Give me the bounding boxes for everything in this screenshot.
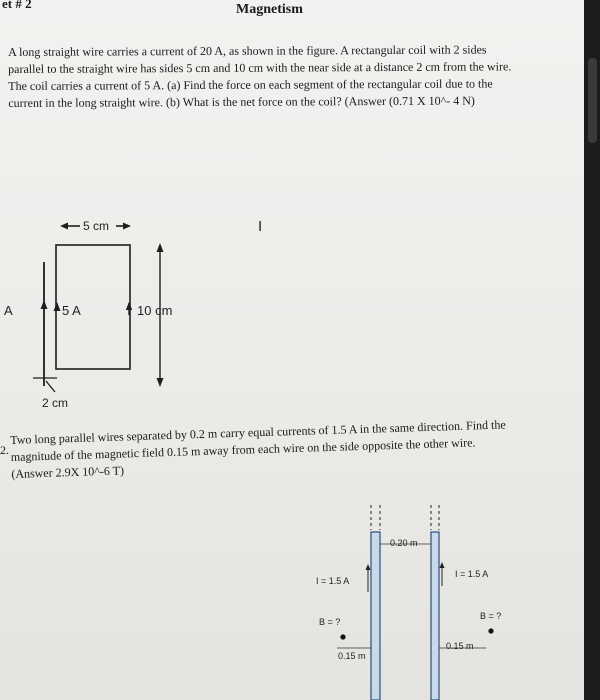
wire-current-label: I [258, 218, 263, 235]
left-field-point [340, 634, 345, 639]
left-field-label: B = ? [319, 617, 341, 627]
right-current-label: I = 1.5 A [455, 569, 489, 579]
right-current-arrowhead [440, 562, 445, 568]
left-wire [371, 532, 380, 700]
left-distance-label: 0.15 m [338, 651, 366, 661]
height-label: 10 cm [137, 303, 173, 318]
problem-2-number: 2. [0, 443, 9, 457]
right-distance-label: 0.15 m [446, 641, 474, 651]
separation-label: 0.20 m [390, 538, 418, 548]
right-field-point [488, 628, 493, 633]
problem-2-text: Two long parallel wires separated by 0.2 m carry equal currents of 1.5 A in the same direction. Find the magnitude of the magnetic field 0.15 m away from each wire on the side opposite the other wire. (Answer 2.9X 10^-6 T) [10, 417, 506, 481]
left-current-arrowhead [366, 564, 371, 570]
right-wire [431, 532, 439, 700]
gap-label: 2 cm [42, 396, 69, 410]
page-title: Magnetism [236, 2, 303, 17]
current-a-label: A [4, 303, 13, 318]
width-label: 5 cm [83, 219, 110, 233]
right-field-label: B = ? [480, 611, 502, 621]
coil-current-label: 5 A [62, 303, 81, 318]
left-current-label: I = 1.5 A [316, 576, 350, 586]
set-label: et # 2 [2, 0, 32, 11]
problem-1-text: A long straight wire carries a current of 20 A, as shown in the figure. A rectangular coil with 2 sides parallel to the straight wire has sides 5 cm and 10 cm with the near side at a distance 2 cm from the wire. The coil carries a current of 5 A. (a) Find the force on each segment of the rectangular coil due to the current in the long straight wire. (b) What is the net force on the coil? (Answer (0.71 X 10^- 4 N) [8, 42, 512, 110]
